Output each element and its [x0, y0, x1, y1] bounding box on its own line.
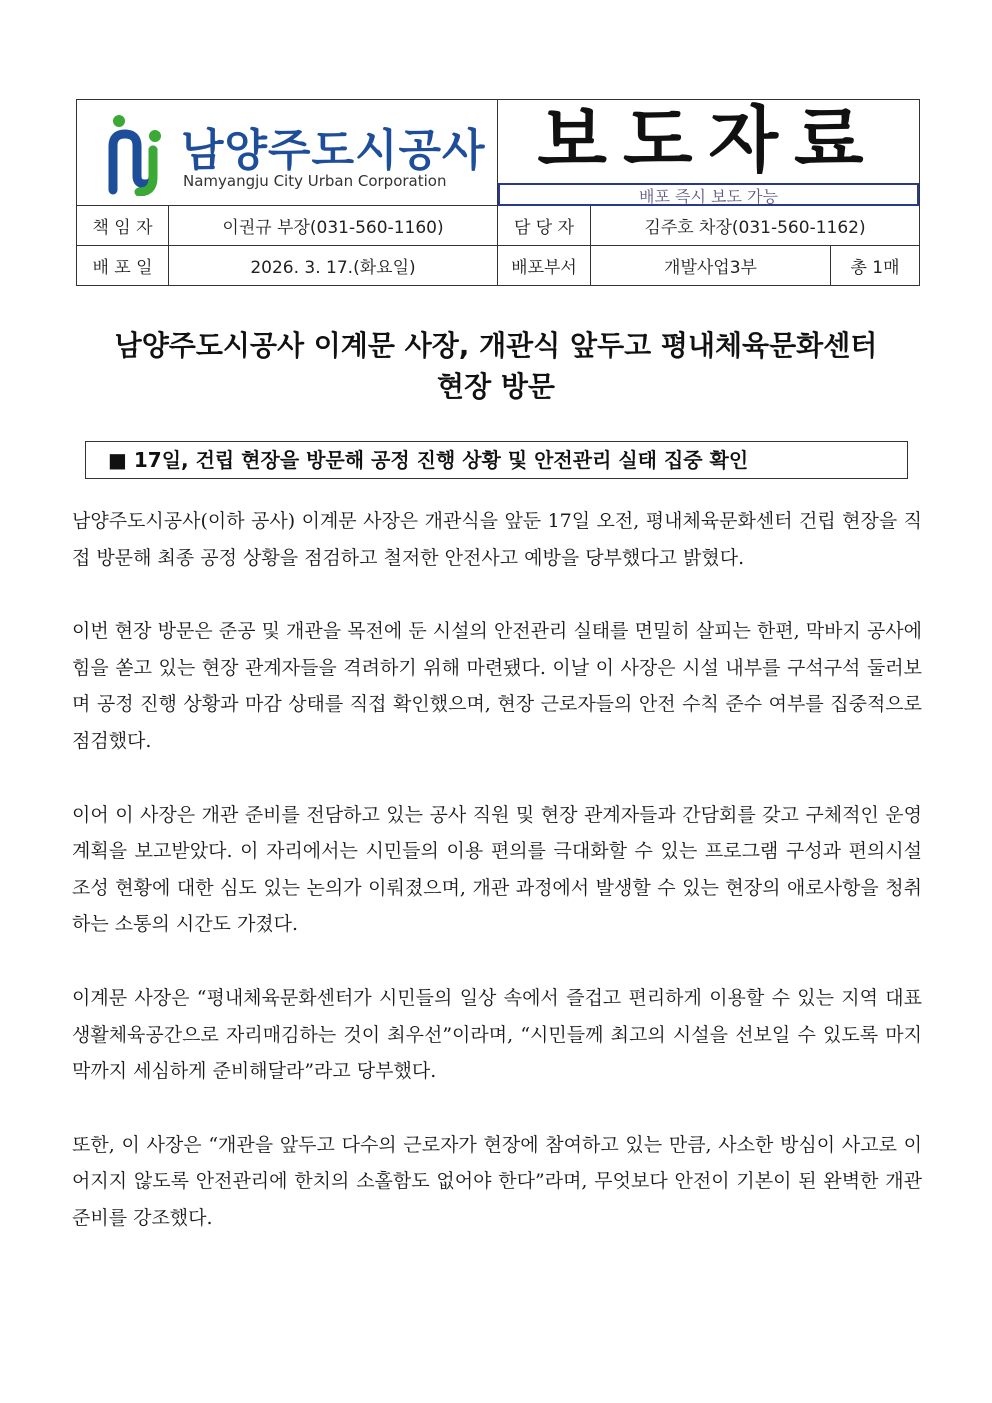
date-value: 2026. 3. 17.(화요일) [169, 246, 498, 286]
responsible-value: 이권규 부장(031-560-1160) [169, 206, 498, 246]
logo-icon [105, 112, 175, 196]
page-count: 총 1매 [831, 246, 920, 286]
paragraph: 또한, 이 사장은 “개관을 앞두고 다수의 근로자가 현장에 참여하고 있는 만큼, 사소한 방심이 사고로 이어지지 않도록 안전관리에 한치의 소홀함도 없어야 한다”라며, 무엇보다 안전이 기본이 된 완벽한 개관 준비를 강조했다. [72, 1133, 922, 1229]
responsible-label: 책 임 자 [77, 206, 169, 246]
org-name-en: Namyangju City Urban Corporation [183, 172, 447, 190]
headline-line-2: 현장 방문 [437, 370, 555, 403]
dept-label: 배포부서 [498, 246, 591, 286]
contact-value: 김주호 차장(031-560-1162) [591, 206, 920, 246]
paragraph: 남양주도시공사(이하 공사) 이계문 사장은 개관식을 앞둔 17일 오전, 평내체육문화센터 건립 현장을 직접 방문해 최종 공정 상황을 점검하고 철저한 안전사고 예방을 당부했다고 밝혔다. [72, 510, 922, 569]
paragraph: 이계문 사장은 “평내체육문화센터가 시민들의 일상 속에서 즐겁고 편리하게 이용할 수 있는 지역 대표 생활체육공간으로 자리매김하는 것이 최우선”이라며, “시민들께 최고의 시설을 선보일 수 있도록 마지막까지 세심하게 준비해달라”라고 당부했다. [72, 986, 922, 1083]
dept-value: 개발사업3부 [591, 246, 831, 286]
org-name: 남양주도시공사 [181, 125, 486, 176]
press-header-table [76, 99, 920, 286]
article-body [72, 503, 922, 1274]
headline [60, 325, 932, 407]
headline-line-1: 남양주도시공사 이계문 사장, 개관식 앞두고 평내체육문화센터 [114, 329, 878, 362]
paragraph: 이어 이 사장은 개관 준비를 전담하고 있는 공사 직원 및 현장 관계자들과 간담회를 갖고 구체적인 운영계획을 보고받았다. 이 자리에서는 시민들의 이용 편의를 극대화할 수 있는 프로그램 구성과 편의시설 조성 현황에 대한 심도 있는 논의가 이뤄졌으며, 개관 과정에서 발생할 수 있는 현장의 애로사항을 청취하는 소통의 시간도 가졌다. [72, 803, 922, 936]
contact-label: 담 당 자 [498, 206, 591, 246]
paragraph: 이번 현장 방문은 준공 및 개관을 목전에 둔 시설의 안전관리 실태를 면밀히 살피는 한편, 막바지 공사에 힘을 쏟고 있는 현장 관계자들을 격려하기 위해 마련됐다. 이날 이 사장은 시설 내부를 구석구석 둘러보며 공정 진행 상황과 마감 상태를 직접 확인했으며, 현장 근로자들의 안전 수칙 준수 여부를 집중적으로 점검했다. [72, 620, 922, 752]
press-release-title: 보도자료 [537, 98, 880, 182]
org-logo [105, 112, 486, 196]
logo-cell [77, 100, 498, 206]
date-label: 배 포 일 [77, 246, 169, 286]
press-release-cell [498, 100, 920, 206]
subheadline-box: ■ 17일, 건립 현장을 방문해 공정 진행 상황 및 안전관리 실태 집중 확인 [85, 441, 908, 479]
release-embargo-note: 배포 즉시 보도 가능 [498, 183, 919, 206]
